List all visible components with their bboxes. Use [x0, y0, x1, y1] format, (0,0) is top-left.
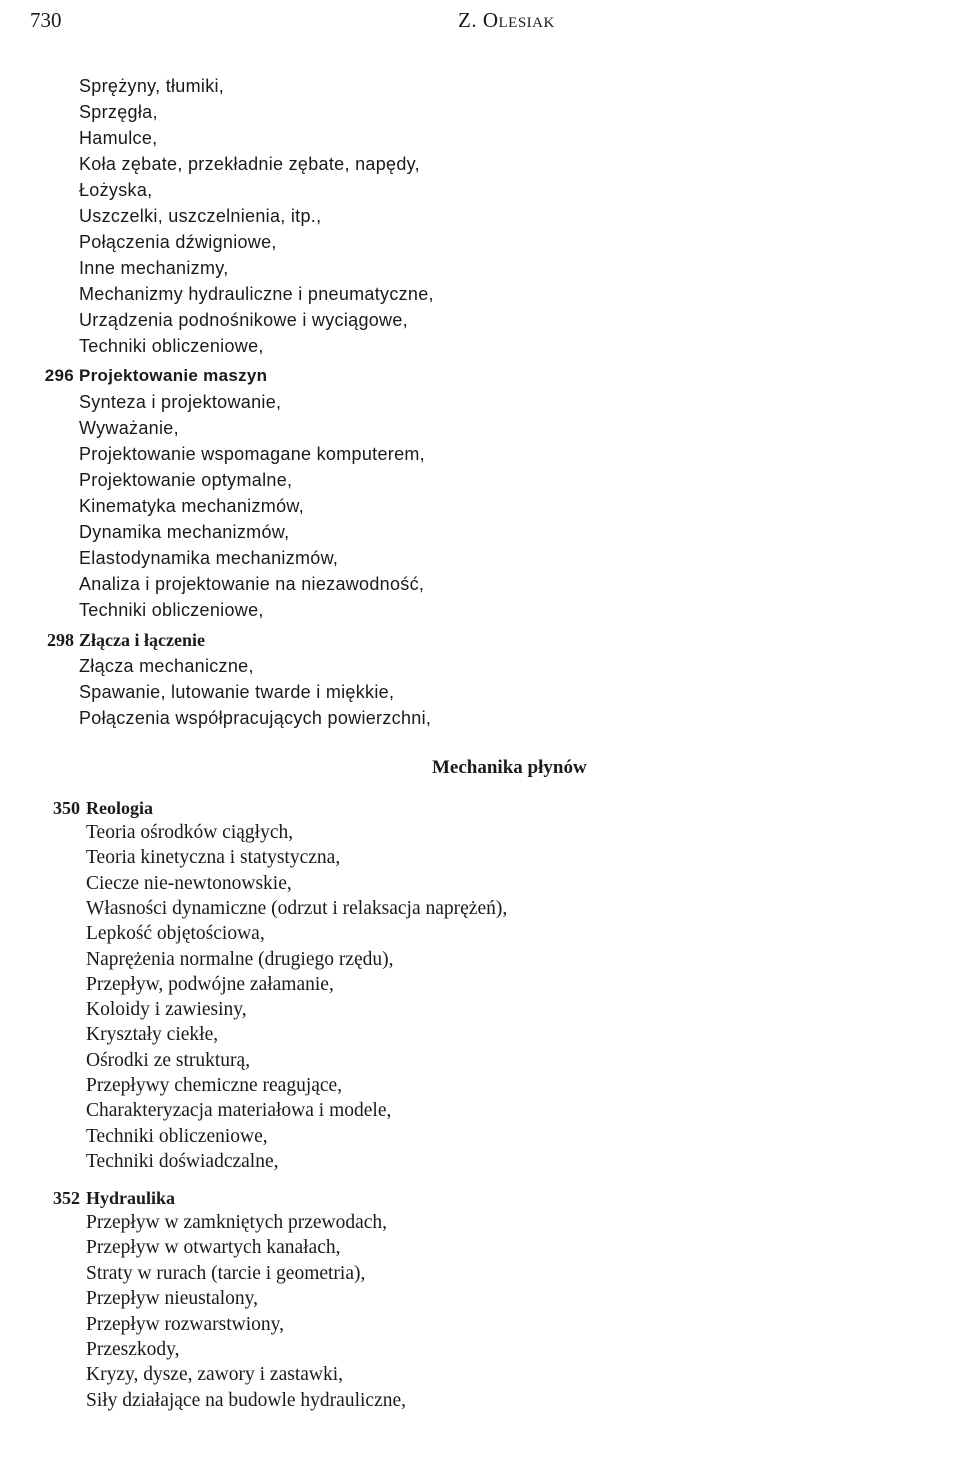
- list-item: Przeszkody,: [86, 1339, 180, 1360]
- list-item: Wyważanie,: [79, 418, 179, 438]
- list-item: Koła zębate, przekładnie zębate, napędy,: [79, 154, 420, 174]
- list-item: Kryształy ciekłe,: [86, 1024, 219, 1045]
- list-item: Techniki obliczeniowe,: [86, 1126, 268, 1147]
- list-item: Sprzęgła,: [79, 102, 158, 122]
- section-number: 296: [44, 366, 74, 385]
- list-item: Przepływy chemiczne reagujące,: [86, 1075, 343, 1096]
- list-item: Projektowanie wspomagane komputerem,: [79, 444, 425, 464]
- list-item: Synteza i projektowanie,: [79, 392, 282, 412]
- list-item: Charakteryzacja materiałowa i modele,: [86, 1100, 392, 1121]
- list-item: Połączenia dźwigniowe,: [79, 232, 277, 252]
- list-item: Techniki doświadczalne,: [86, 1151, 279, 1172]
- page-number: 730: [30, 8, 62, 32]
- list-item: Przepływ w otwartych kanałach,: [86, 1237, 341, 1258]
- list-item: Techniki obliczeniowe,: [79, 600, 264, 620]
- list-item: Ośrodki ze strukturą,: [86, 1050, 251, 1071]
- list-item: Koloidy i zawiesiny,: [86, 999, 247, 1020]
- list-item: Naprężenia normalne (drugiego rzędu),: [86, 949, 394, 970]
- list-item: Kryzy, dysze, zawory i zastawki,: [86, 1364, 344, 1385]
- list-item: Projektowanie optymalne,: [79, 470, 293, 490]
- list-item: Przepływ rozwarstwiony,: [86, 1314, 285, 1335]
- section-heading: Hydraulika: [86, 1188, 176, 1208]
- list-item: Lepkość objętościowa,: [86, 923, 265, 944]
- list-item: Inne mechanizmy,: [79, 258, 229, 278]
- list-item: Ciecze nie-newtonowskie,: [86, 873, 292, 894]
- list-item: Przepływ, podwójne załamanie,: [86, 974, 334, 995]
- list-item: Elastodynamika mechanizmów,: [79, 548, 339, 568]
- list-item: Przepływ nieustalony,: [86, 1288, 259, 1309]
- list-item: Połączenia współpracujących powierzchni,: [79, 708, 432, 728]
- running-head: [458, 8, 555, 33]
- list-item: Hamulce,: [79, 128, 158, 148]
- list-item: Urządzenia podnośnikowe i wyciągowe,: [79, 310, 408, 330]
- list-item: Straty w rurach (tarcie i geometria),: [86, 1263, 366, 1284]
- list-item: Uszczelki, uszczelnienia, itp.,: [79, 206, 322, 226]
- list-item: Mechanizmy hydrauliczne i pneumatyczne,: [79, 284, 434, 304]
- list-item: Łożyska,: [79, 180, 153, 200]
- list-item: Techniki obliczeniowe,: [79, 336, 264, 356]
- running-head-text: Z. Olesiak: [458, 8, 555, 32]
- list-item: Teoria ośrodków ciągłych,: [86, 822, 294, 843]
- section-number: 350: [53, 798, 80, 818]
- section-heading: Reologia: [86, 798, 153, 818]
- list-item: Siły działające na budowle hydrauliczne,: [86, 1390, 406, 1411]
- section-heading: Projektowanie maszyn: [79, 366, 268, 385]
- list-item: Spawanie, lutowanie twarde i miękkie,: [79, 682, 395, 702]
- list-item: Przepływ w zamkniętych przewodach,: [86, 1212, 388, 1233]
- list-item: Własności dynamiczne (odrzut i relaksacja naprężeń),: [86, 898, 508, 919]
- list-item: Teoria kinetyczna i statystyczna,: [86, 847, 341, 868]
- section-heading: Złącza i łączenie: [79, 630, 205, 650]
- list-item: Sprężyny, tłumiki,: [79, 76, 225, 96]
- list-item: Kinematyka mechanizmów,: [79, 496, 304, 516]
- list-item: Dynamika mechanizmów,: [79, 522, 290, 542]
- list-item: Analiza i projektowanie na niezawodność,: [79, 574, 425, 594]
- list-item: Złącza mechaniczne,: [79, 656, 254, 676]
- section-group-title: Mechanika płynów: [432, 757, 587, 778]
- section-number: 298: [47, 630, 74, 650]
- section-number: 352: [53, 1188, 80, 1208]
